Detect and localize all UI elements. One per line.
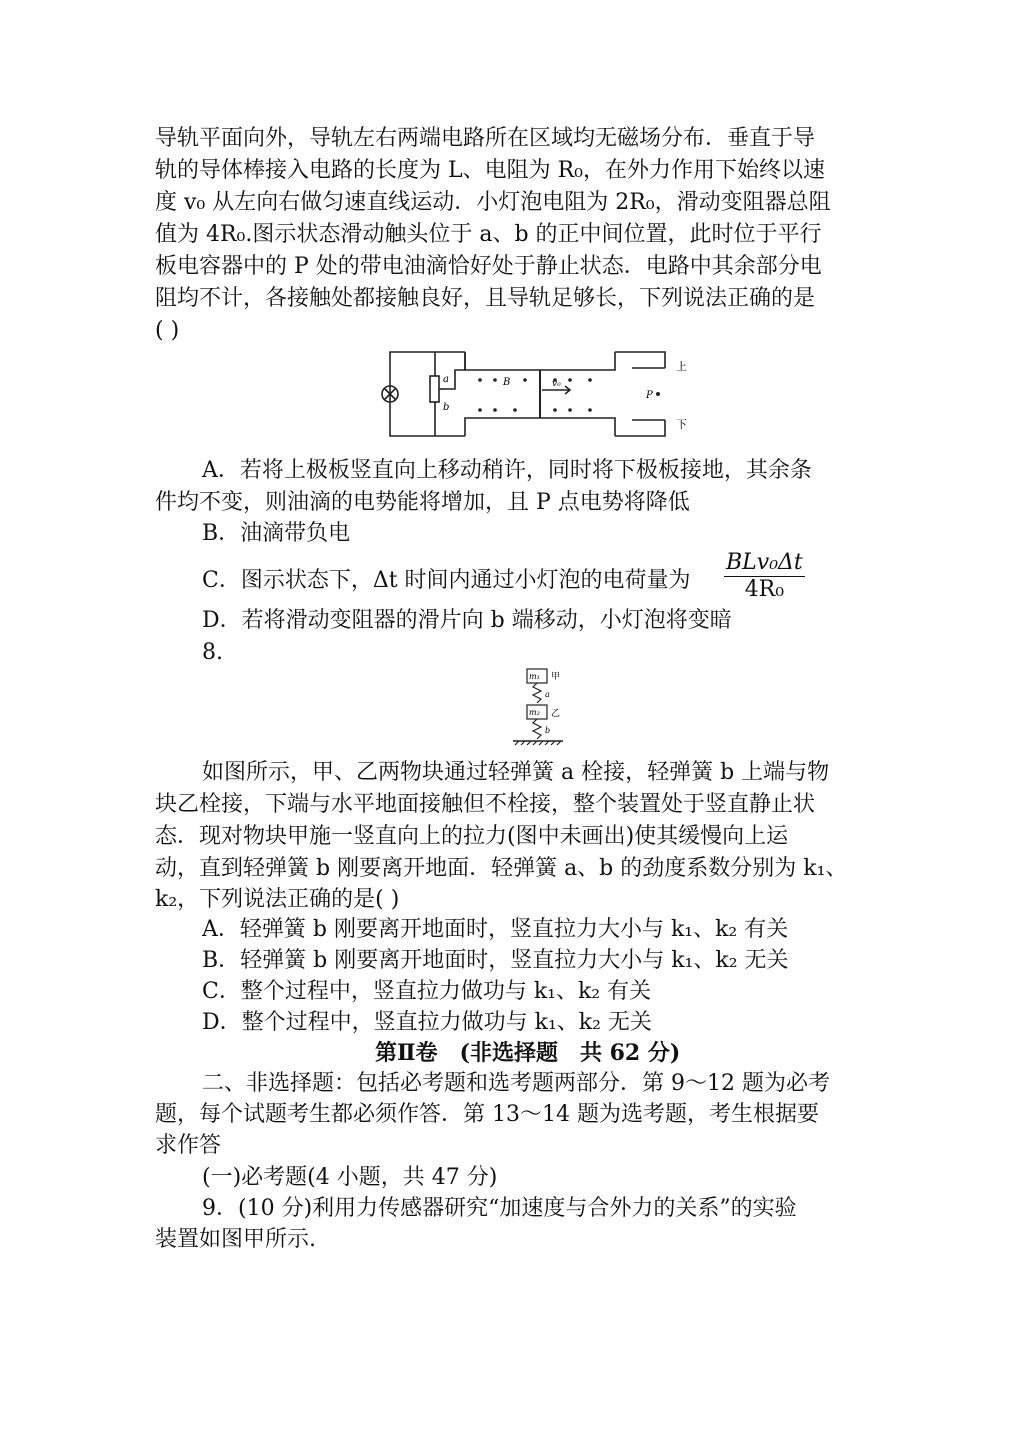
label-b: b xyxy=(443,402,450,413)
spring-blocks-diagram xyxy=(505,665,585,755)
svg-text:乙: 乙 xyxy=(551,709,561,719)
q7-stem-line-1: 导轨平面向外，导轨左右两端电路所在区域均无磁场分布．垂直于导 xyxy=(155,126,816,151)
part2-title: 第Ⅱ卷 (非选择题 共 62 分) xyxy=(375,1040,681,1066)
q8-stem-line-5: k₂，下列说法正确的是( ) xyxy=(155,887,400,912)
q7-stem-line-6: 阻均不计，各接触处都接触良好，且导轨足够长，下列说法正确的是 xyxy=(155,286,816,311)
svg-text:a: a xyxy=(545,690,550,699)
part2-intro-line-1: 二、非选择题：包括必考题和选考题两部分．第 9～12 题为必考 xyxy=(202,1071,830,1096)
q8-option-c: C．整个过程中，竖直拉力做功与 k₁、k₂ 有关 xyxy=(202,979,652,1004)
label-down: 下 xyxy=(676,418,687,431)
svg-text:m₂: m₂ xyxy=(529,708,540,717)
q8-option-d: D．整个过程中，竖直拉力做功与 k₁、k₂ 无关 xyxy=(202,1010,652,1035)
part2-subsection: (一)必考题(4 小题，共 47 分) xyxy=(202,1165,498,1190)
q7-option-d: D．若将滑动变阻器的滑片向 b 端移动，小灯泡将变暗 xyxy=(202,608,732,633)
q7-stem-line-3: 度 v₀ 从左向右做匀速直线运动．小灯泡电阻为 2R₀，滑动变阻器总阻 xyxy=(155,190,831,215)
q9-line-2: 装置如图甲所示. xyxy=(155,1227,316,1252)
q9-line-1: 9．(10 分)利用力传感器研究“加速度与合外力的关系”的实验 xyxy=(202,1196,797,1221)
q8-stem-line-2: 块乙栓接，下端与水平地面接触但不栓接，整个装置处于竖直静止状 xyxy=(155,792,816,817)
q7-option-a-line-1: A．若将上极板竖直向上移动稍许，同时将下极板接地，其余条 xyxy=(202,458,812,483)
svg-text:甲: 甲 xyxy=(551,672,561,682)
spring-a xyxy=(533,683,541,703)
q7-stem-line-2: 轨的导体棒接入电路的长度为 L、电阻为 R₀，在外力作用下始终以速 xyxy=(155,158,825,183)
svg-text:b: b xyxy=(545,726,551,735)
q7-option-c-fraction xyxy=(724,550,805,603)
q7-option-b: B．油滴带负电 xyxy=(202,521,351,546)
spring-b xyxy=(533,719,541,739)
q7-option-a-line-2: 件均不变，则油滴的电势能将增加，且 P 点电势将降低 xyxy=(155,490,690,515)
label-B: B xyxy=(503,377,511,388)
part2-intro-line-3: 求作答 xyxy=(155,1133,222,1158)
label-v0: v₀ xyxy=(552,379,561,389)
q8-stem-line-1: 如图所示，甲、乙两物块通过轻弹簧 a 栓接，轻弹簧 b 上端与物 xyxy=(202,760,830,785)
q7-stem-line-5: 板电容器中的 P 处的带电油滴恰好处于静止状态．电路中其余部分电 xyxy=(155,254,822,279)
label-a: a xyxy=(443,374,449,385)
q8-stem-line-3: 态．现对物块甲施一竖直向上的拉力(图中未画出)使其缓慢向上运 xyxy=(155,824,789,849)
label-P: P xyxy=(646,390,653,401)
q8-stem-line-4: 动，直到轻弹簧 b 刚要离开地面．轻弹簧 a、b 的劲度系数分别为 k₁、 xyxy=(155,856,848,881)
svg-text:m₁: m₁ xyxy=(529,672,540,681)
label-up: 上 xyxy=(676,360,687,373)
q7-option-c: C．图示状态下，Δt 时间内通过小灯泡的电荷量为 xyxy=(202,568,691,593)
part2-intro-line-2: 题，每个试题考生都必须作答．第 13～14 题为选考题，考生根据要 xyxy=(155,1102,819,1127)
fraction-numerator: BLv₀Δt xyxy=(726,550,803,575)
q7-answer-blank: ( ) xyxy=(155,318,180,343)
q7-stem-line-4: 值为 4R₀.图示状态滑动触头位于 a、b 的正中间位置，此时位于平行 xyxy=(155,222,822,247)
q8-number: 8. xyxy=(202,640,223,665)
q8-option-a: A．轻弹簧 b 刚要离开地面时，竖直拉力大小与 k₁、k₂ 有关 xyxy=(202,917,789,942)
circuit-diagram xyxy=(370,340,700,452)
fraction-denominator: 4R₀ xyxy=(744,577,785,602)
rheostat xyxy=(430,376,439,402)
q8-option-b: B．轻弹簧 b 刚要离开地面时，竖直拉力大小与 k₁、k₂ 无关 xyxy=(202,948,789,973)
